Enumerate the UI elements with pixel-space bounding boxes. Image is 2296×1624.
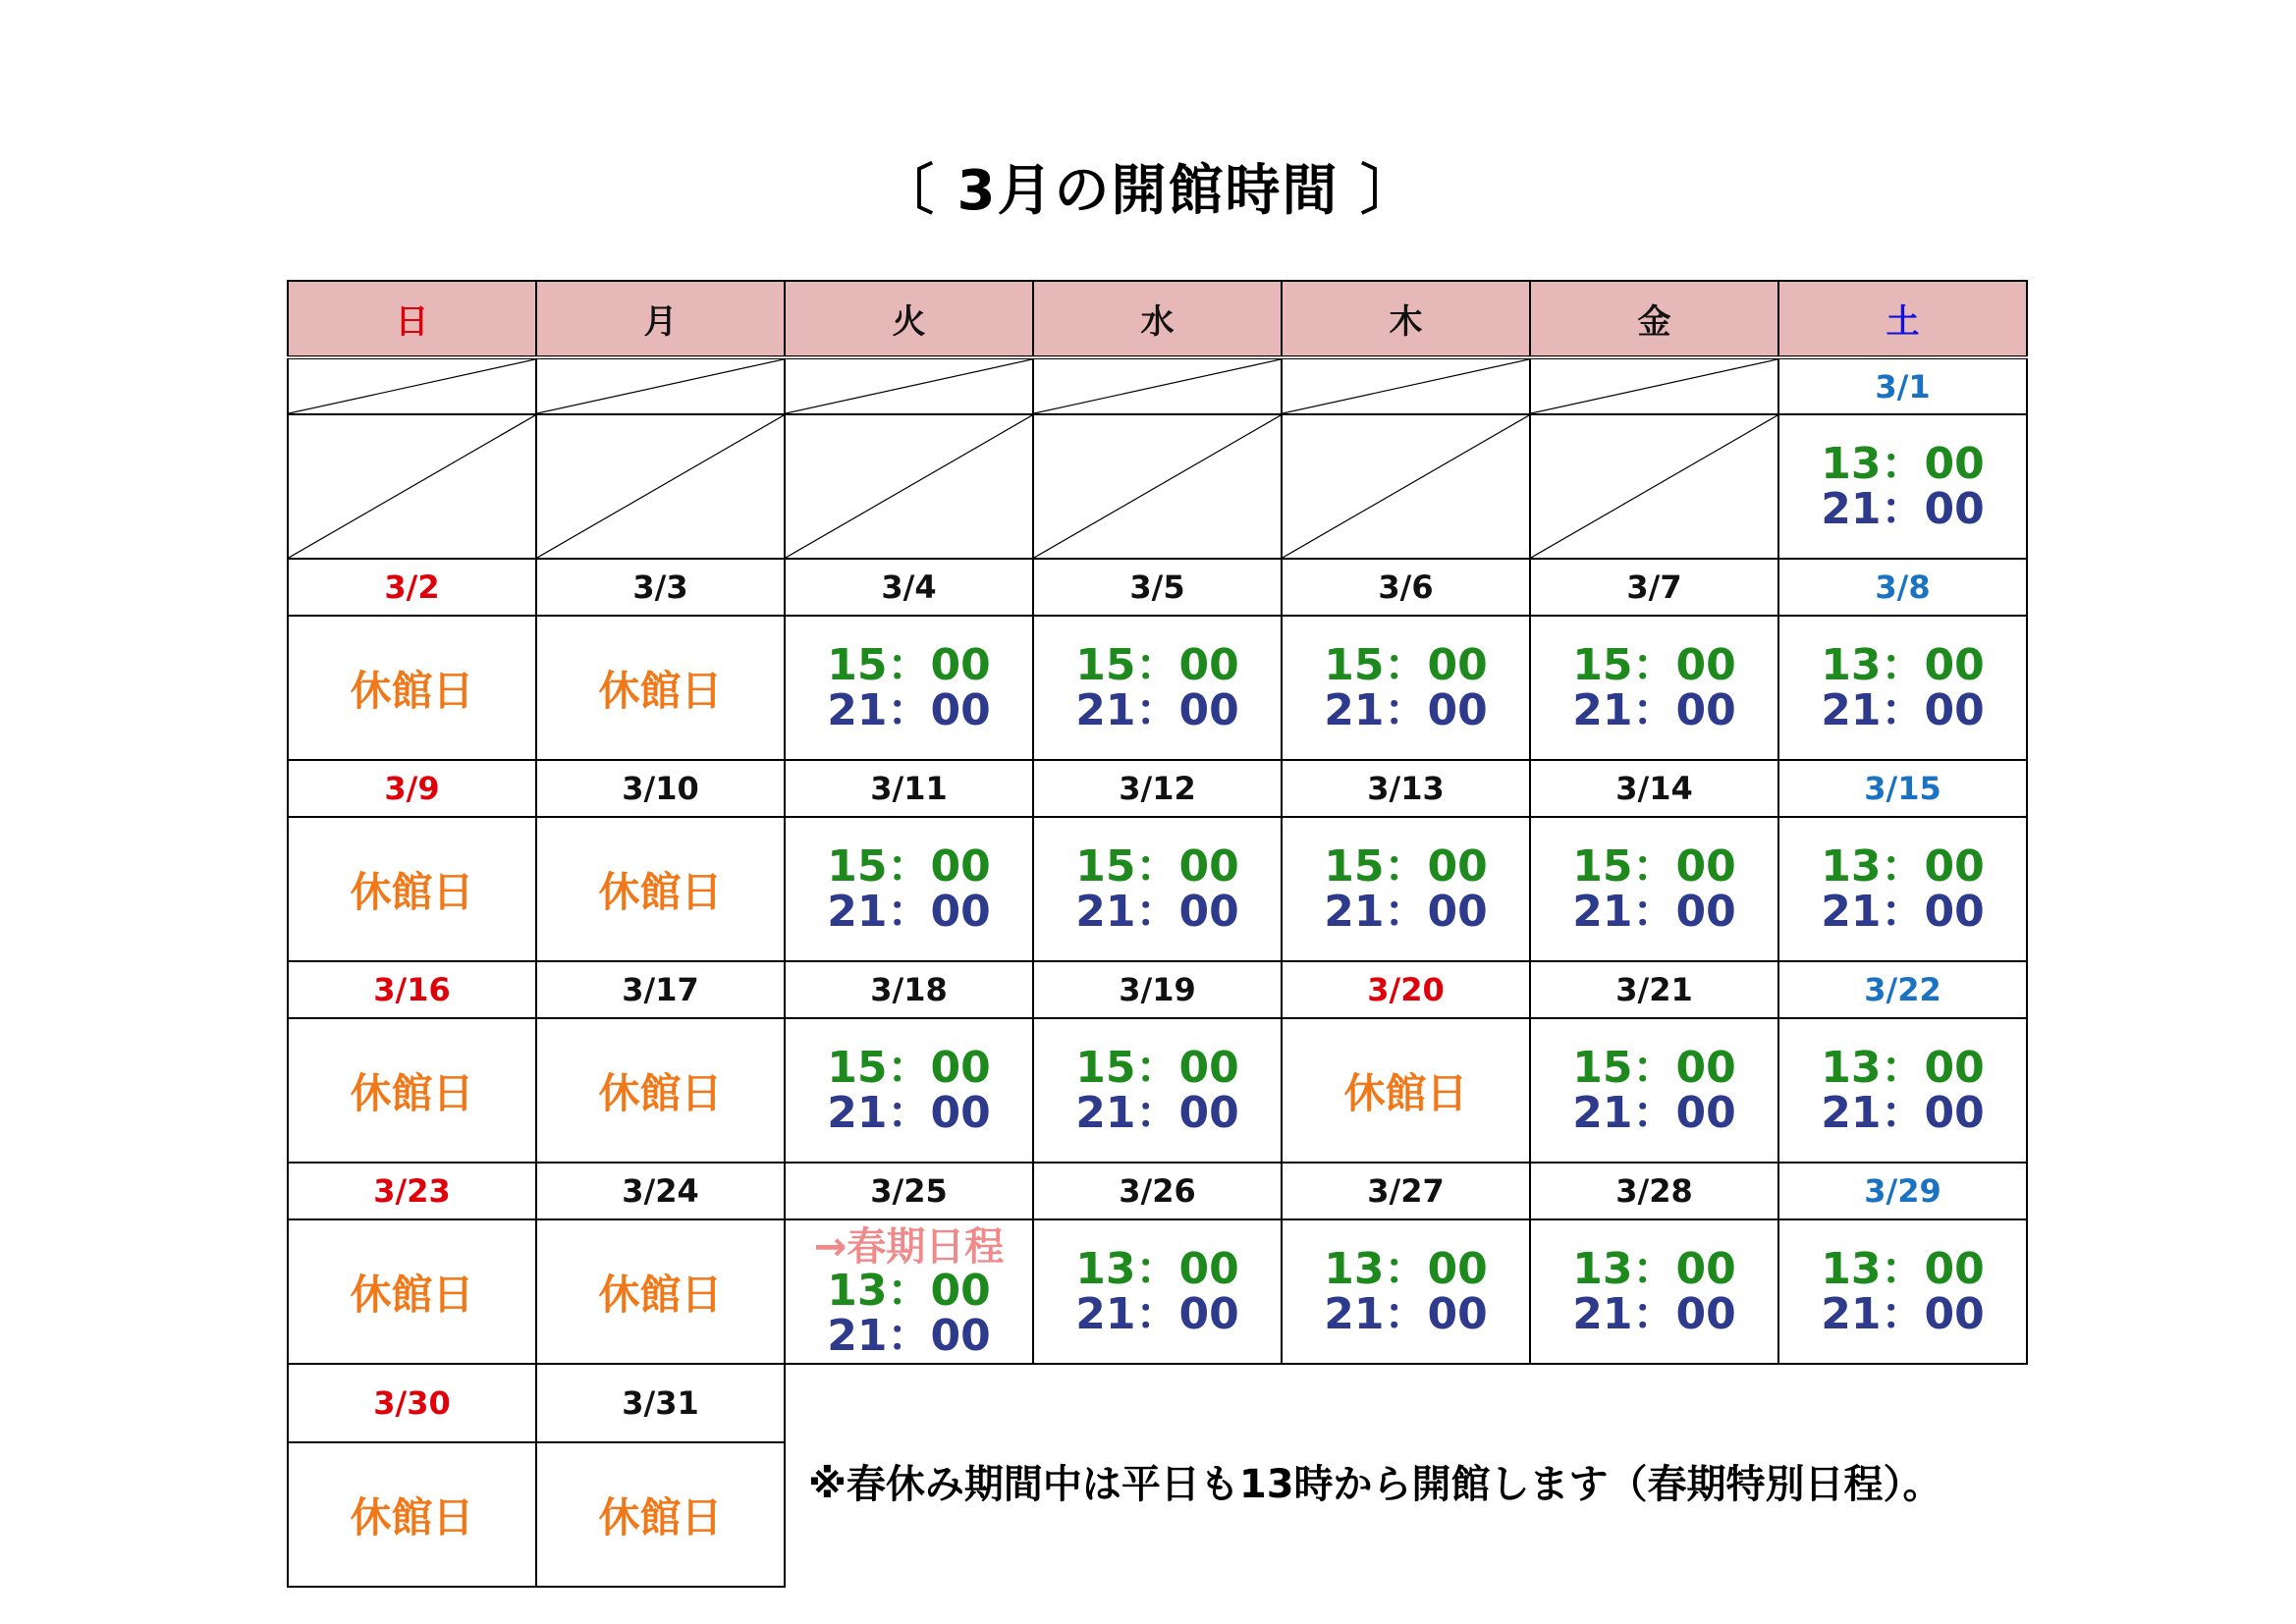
date-label: 3/13 bbox=[1282, 760, 1530, 817]
open-time: 13：00 bbox=[1821, 1042, 1985, 1093]
date-label: 3/28 bbox=[1530, 1163, 1778, 1219]
date-label: 3/11 bbox=[785, 760, 1033, 817]
open-time: 15：00 bbox=[827, 1042, 991, 1093]
opening-hours bbox=[785, 616, 1033, 760]
opening-hours bbox=[1033, 1018, 1282, 1163]
closed-day: 休館日 bbox=[288, 1018, 536, 1163]
hours-row bbox=[288, 414, 2027, 559]
date-label: 3/4 bbox=[785, 559, 1033, 616]
date-label: 3/29 bbox=[1778, 1163, 2027, 1219]
date-row bbox=[288, 961, 2027, 1018]
close-time: 21：00 bbox=[827, 886, 991, 937]
date-label: 3/14 bbox=[1530, 760, 1778, 817]
date-label: 3/31 bbox=[536, 1364, 785, 1442]
page-title: 〔 3月の開館時間 〕 bbox=[879, 159, 1417, 223]
date-row bbox=[288, 760, 2027, 817]
date-label: 3/20 bbox=[1282, 961, 1530, 1018]
date-row bbox=[288, 559, 2027, 616]
date-label: 3/23 bbox=[288, 1163, 536, 1219]
close-time: 21：00 bbox=[1821, 886, 1985, 937]
weekday-header: 日 bbox=[288, 281, 536, 357]
opening-hours bbox=[785, 1219, 1033, 1364]
open-time: 15：00 bbox=[1075, 639, 1239, 690]
empty-date-cell bbox=[1033, 357, 1282, 414]
opening-hours bbox=[1033, 616, 1282, 760]
opening-hours bbox=[1778, 1018, 2027, 1163]
close-time: 21：00 bbox=[1075, 886, 1239, 937]
open-time: 15：00 bbox=[1075, 840, 1239, 892]
date-label: 3/25 bbox=[785, 1163, 1033, 1219]
hours-row bbox=[288, 817, 2027, 961]
closed-day: 休館日 bbox=[288, 1219, 536, 1364]
opening-hours bbox=[1530, 1018, 1778, 1163]
schedule-note: →春期日程 bbox=[813, 1223, 1005, 1270]
date-label: 3/6 bbox=[1282, 559, 1530, 616]
opening-hours bbox=[1778, 414, 2027, 559]
open-time: 15：00 bbox=[827, 840, 991, 892]
opening-hours bbox=[1282, 616, 1530, 760]
open-time: 15：00 bbox=[1075, 1042, 1239, 1093]
opening-hours bbox=[785, 817, 1033, 961]
date-label: 3/10 bbox=[536, 760, 785, 817]
closed-day: 休館日 bbox=[288, 817, 536, 961]
weekday-header: 木 bbox=[1282, 281, 1530, 357]
empty-date-cell bbox=[1282, 357, 1530, 414]
close-time: 21：00 bbox=[827, 1087, 991, 1138]
empty-hours-cell bbox=[536, 414, 785, 559]
open-time: 13：00 bbox=[1572, 1243, 1736, 1294]
date-label: 3/27 bbox=[1282, 1163, 1530, 1219]
close-time: 21：00 bbox=[1572, 684, 1736, 735]
empty-date-cell bbox=[785, 357, 1033, 414]
hours-row bbox=[288, 1219, 2027, 1364]
opening-hours bbox=[1530, 616, 1778, 760]
open-time: 13：00 bbox=[1324, 1243, 1488, 1294]
weekday-header: 月 bbox=[536, 281, 785, 357]
close-time: 21：00 bbox=[827, 684, 991, 735]
closed-day: 休館日 bbox=[288, 1442, 536, 1587]
open-time: 15：00 bbox=[1572, 639, 1736, 690]
date-label: 3/18 bbox=[785, 961, 1033, 1018]
empty-area bbox=[785, 1364, 2027, 1442]
closed-day: 休館日 bbox=[536, 1018, 785, 1163]
date-label: 3/7 bbox=[1530, 559, 1778, 616]
close-time: 21：00 bbox=[1821, 483, 1985, 534]
date-label: 3/21 bbox=[1530, 961, 1778, 1018]
date-label: 3/26 bbox=[1033, 1163, 1282, 1219]
closed-day: 休館日 bbox=[536, 1219, 785, 1364]
close-time: 21：00 bbox=[1572, 1087, 1736, 1138]
date-label: 3/17 bbox=[536, 961, 785, 1018]
date-label: 3/16 bbox=[288, 961, 536, 1018]
close-time: 21：00 bbox=[1324, 684, 1488, 735]
close-time: 21：00 bbox=[1821, 1288, 1985, 1339]
hours-row bbox=[288, 1018, 2027, 1163]
empty-hours-cell bbox=[1530, 414, 1778, 559]
closed-day: 休館日 bbox=[536, 616, 785, 760]
close-time: 21：00 bbox=[1075, 1288, 1239, 1339]
date-label: 3/30 bbox=[288, 1364, 536, 1442]
date-label: 3/2 bbox=[288, 559, 536, 616]
empty-date-cell bbox=[288, 357, 536, 414]
open-time: 15：00 bbox=[827, 639, 991, 690]
closed-day: 休館日 bbox=[536, 817, 785, 961]
opening-hours bbox=[1778, 1219, 2027, 1364]
opening-hours bbox=[1033, 1219, 1282, 1364]
opening-hours bbox=[785, 1018, 1033, 1163]
open-time: 15：00 bbox=[1324, 840, 1488, 892]
open-time: 13：00 bbox=[1821, 1243, 1985, 1294]
close-time: 21：00 bbox=[1821, 1087, 1985, 1138]
close-time: 21：00 bbox=[1324, 886, 1488, 937]
opening-hours bbox=[1530, 1219, 1778, 1364]
opening-hours bbox=[1033, 817, 1282, 961]
close-time: 21：00 bbox=[1324, 1288, 1488, 1339]
date-row bbox=[288, 357, 2027, 414]
close-time: 21：00 bbox=[1821, 684, 1985, 735]
calendar-table bbox=[287, 280, 2028, 1588]
date-label: 3/15 bbox=[1778, 760, 2027, 817]
date-label: 3/3 bbox=[536, 559, 785, 616]
close-time: 21：00 bbox=[1572, 886, 1736, 937]
open-time: 15：00 bbox=[1324, 639, 1488, 690]
weekday-header-row bbox=[288, 281, 2027, 357]
footnote: ※春休み期間中は平日も13時から開館します（春期特別日程）。 bbox=[808, 1462, 1942, 1507]
empty-hours-cell bbox=[1033, 414, 1282, 559]
weekday-header: 金 bbox=[1530, 281, 1778, 357]
opening-hours bbox=[1778, 616, 2027, 760]
open-time: 13：00 bbox=[827, 1265, 991, 1316]
empty-hours-cell bbox=[785, 414, 1033, 559]
empty-hours-cell bbox=[288, 414, 536, 559]
opening-hours bbox=[1530, 817, 1778, 961]
close-time: 21：00 bbox=[827, 1310, 991, 1361]
closed-day: 休館日 bbox=[288, 616, 536, 760]
opening-hours bbox=[1778, 817, 2027, 961]
date-row bbox=[288, 1163, 2027, 1219]
date-label: 3/24 bbox=[536, 1163, 785, 1219]
open-time: 15：00 bbox=[1572, 840, 1736, 892]
close-time: 21：00 bbox=[1075, 1087, 1239, 1138]
date-row bbox=[288, 1364, 2027, 1442]
weekday-header: 水 bbox=[1033, 281, 1282, 357]
open-time: 15：00 bbox=[1572, 1042, 1736, 1093]
date-label: 3/1 bbox=[1778, 357, 2027, 414]
empty-date-cell bbox=[1530, 357, 1778, 414]
opening-hours bbox=[1282, 1219, 1530, 1364]
empty-hours-cell bbox=[1282, 414, 1530, 559]
date-label: 3/22 bbox=[1778, 961, 2027, 1018]
date-label: 3/19 bbox=[1033, 961, 1282, 1018]
closed-day: 休館日 bbox=[1282, 1018, 1530, 1163]
empty-date-cell bbox=[536, 357, 785, 414]
open-time: 13：00 bbox=[1075, 1243, 1239, 1294]
close-time: 21：00 bbox=[1075, 684, 1239, 735]
open-time: 13：00 bbox=[1821, 639, 1985, 690]
close-time: 21：00 bbox=[1572, 1288, 1736, 1339]
hours-row bbox=[288, 616, 2027, 760]
closed-day: 休館日 bbox=[536, 1442, 785, 1587]
date-label: 3/9 bbox=[288, 760, 536, 817]
opening-hours bbox=[1282, 817, 1530, 961]
open-time: 13：00 bbox=[1821, 840, 1985, 892]
weekday-header: 火 bbox=[785, 281, 1033, 357]
date-label: 3/8 bbox=[1778, 559, 2027, 616]
date-label: 3/5 bbox=[1033, 559, 1282, 616]
weekday-header: 土 bbox=[1778, 281, 2027, 357]
open-time: 13：00 bbox=[1821, 438, 1985, 489]
date-label: 3/12 bbox=[1033, 760, 1282, 817]
